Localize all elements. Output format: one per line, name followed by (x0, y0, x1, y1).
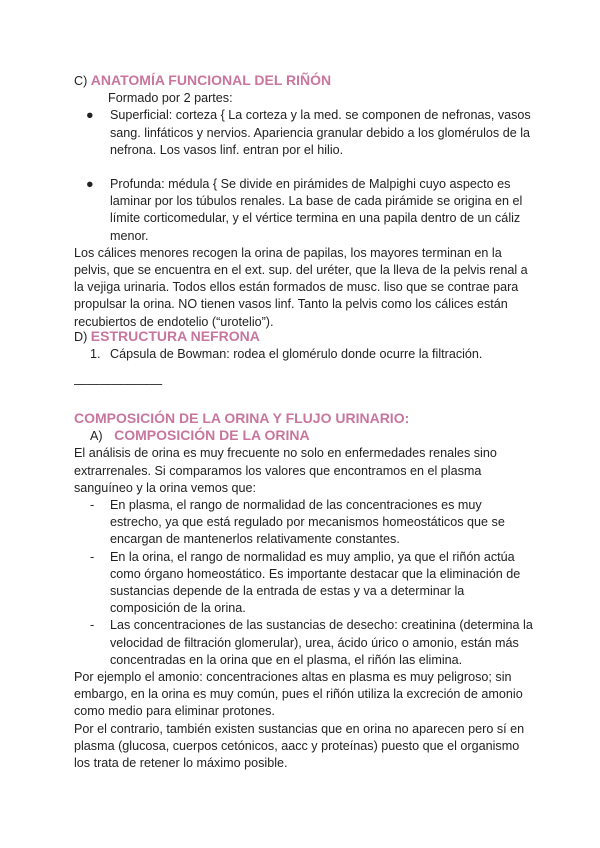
section-c (74, 72, 534, 331)
composition-section (74, 410, 534, 772)
composition-sub-title: COMPOSICIÓN DE LA ORINA (114, 427, 310, 444)
numbered-item (74, 346, 534, 363)
composition-paragraph-2: Por el contrario, también existen sustancias que en orina no aparecen pero sí en plasma (glucosa, cuerpos cetónicos, aacc y proteínas) puesto que el organismo los trata de retener lo máximo posible. (74, 721, 525, 771)
composition-intro: El análisis de orina es muy frecuente no solo en enfermedades renales sino extrarrenales. Si comparamos los valores que encontramos en el plasma sanguíneo y la orina vemos que: (74, 446, 497, 495)
composition-title: COMPOSICIÓN DE LA ORINA Y FLUJO URINARIO: (74, 410, 410, 426)
bullet-item (74, 176, 534, 245)
separator-line: ——————— (74, 377, 163, 391)
section-d-letter: D) (74, 330, 88, 344)
composition-sub-letter: A) (90, 429, 103, 444)
bullet-text: Profunda: médula { Se divide en pirámides de Malpighi cuyo aspecto es laminar por los túbulos renales. La base de cada pirámide se origina en el límite corticomedular, y el vértice termina en una papila dentro de un cáliz menor. (110, 177, 523, 243)
composition-paragraph-1: Por ejemplo el amonio: concentraciones altas en plasma es muy peligroso; sin embargo, en la orina es muy común, pues el riñón utiliza la excreción de amonio como medio para eliminar protones. (74, 670, 523, 719)
dash-text: Las concentraciones de las sustancias de desecho: creatinina (determina la velocidad de filtración glomerular), urea, ácido úrico o amonio, están más concentradas en la orina que en el plasma, el riñón las elimina. (110, 618, 533, 667)
dash-item (74, 549, 534, 618)
section-d-title: ESTRUCTURA NEFRONA (90, 328, 260, 344)
dash-icon: - (90, 549, 95, 564)
section-d-heading (74, 328, 534, 346)
item-number: 1. (90, 347, 101, 362)
dash-icon: - (90, 618, 95, 633)
item-text: Cápsula de Bowman: rodea el glomérulo donde ocurre la filtración. (110, 347, 483, 362)
bullet-text: Superficial: corteza { La corteza y la med. se componen de nefronas, vasos sang. linfáticos y nervios. Apariencia granular debido a los glomérulos de la nefrona. Los vasos linf. entran por el hilio. (110, 108, 531, 157)
section-c-heading (74, 72, 534, 90)
dash-text: En plasma, el rango de normalidad de las concentraciones es muy estrecho, ya que está regulado por mecanismos homeostáticos que se encargan de mantenerlos relativamente constantes. (110, 498, 505, 547)
section-d (74, 328, 534, 363)
bullet-icon: ● (86, 108, 94, 123)
section-c-title: ANATOMÍA FUNCIONAL DEL RIÑÓN (90, 72, 332, 88)
dash-text: En la orina, el rango de normalidad es muy amplio, ya que el riñón actúa como órgano homeostático. Es importante destacar que la eliminación de sustancias depende de la entrada de estas y va a determinar la composición de la orina. (110, 549, 521, 616)
section-c-paragraph: Los cálices menores recogen la orina de papilas, los mayores terminan en la pelvis, que se encuentra en el ext. sup. del uréter, que la lleva de la pelvis renal a la vejiga urinaria. Todos ellos están formados de musc. liso que se contrae para propulsar la orina. NO tienen vasos linf. Tanto la pelvis como los cálices están recubiertos de endotelio (“urotelio”). (74, 245, 528, 329)
bullet-icon: ● (86, 177, 94, 192)
dash-icon: - (90, 498, 95, 513)
dash-item (74, 617, 534, 669)
composition-subheading (74, 427, 534, 445)
section-c-letter: C) (74, 74, 88, 88)
bullet-item (74, 107, 534, 159)
dash-item (74, 497, 534, 549)
section-c-intro: Formado por 2 partes: (108, 91, 233, 106)
